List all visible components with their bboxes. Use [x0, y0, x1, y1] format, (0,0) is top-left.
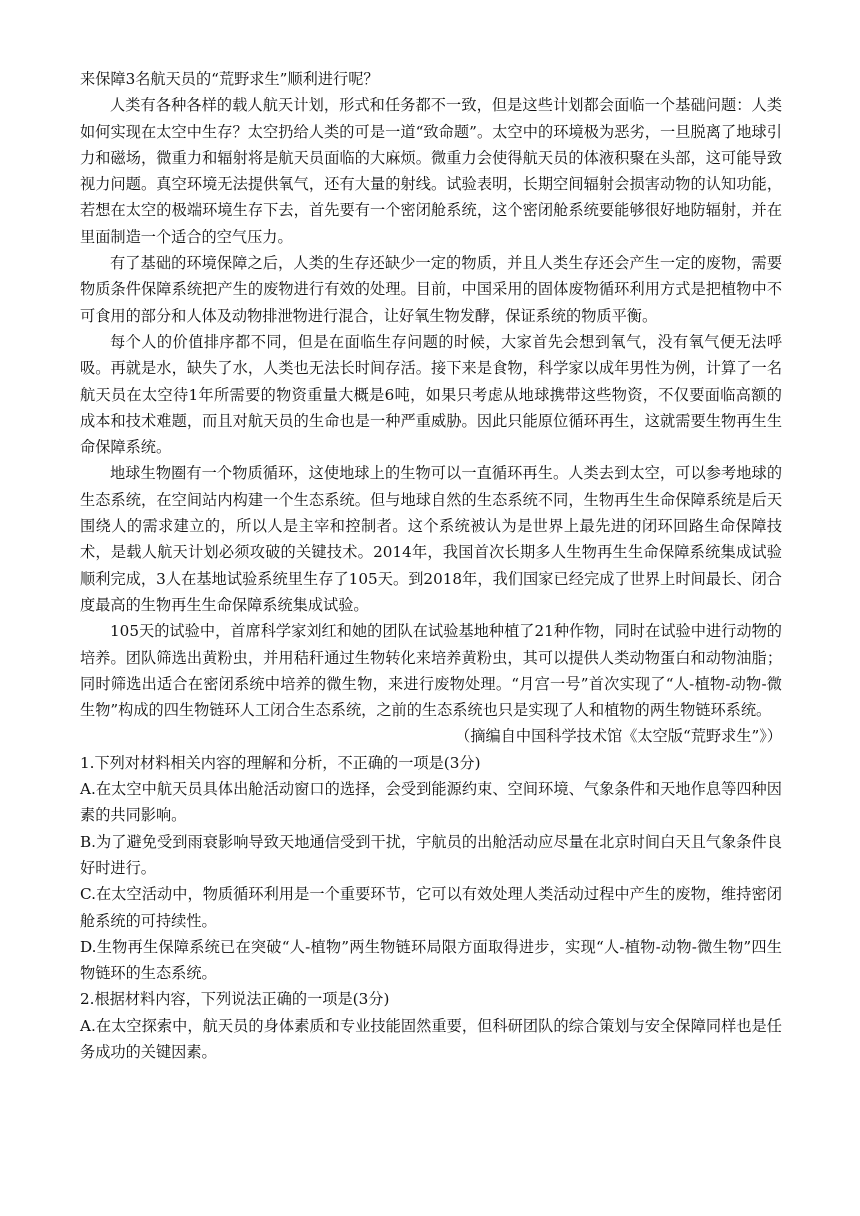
question-2-stem: 2.根据材料内容，下列说法正确的一项是(3分): [80, 990, 390, 1009]
passage-lead: 来保障3名航天员的“荒野求生”顺利进行呢？: [80, 70, 379, 88]
passage-source: （摘编自中国科学技术馆《太空版“荒野求生”》）: [455, 727, 782, 746]
question-1-option-a: A.在太空中航天员具体出舱活动窗口的选择，会受到能源约束、空间环境、气象条件和天地作息等四种因素的共同影响。: [80, 780, 782, 825]
passage-paragraph-3: 每个人的价值排序都不同，但是在面临生存问题的时候，大家首先会想到氧气，没有氧气便无法呼吸。再就是水，缺失了水，人类也无法长时间存活。接下来是食物，科学家以成年男性为例，计算了一名航天员在太空待1年所需要的物资重量大概是6吨，如果只考虑从地球携带这些物资，不仅要面临高额的成本和技术难题，而且对航天员的生命也是一种严重威胁。因此只能原位循环再生，这就需要生物再生生命保障系统。: [80, 332, 782, 457]
question-1-option-c: C.在太空活动中，物质循环利用是一个重要环节，它可以有效处理人类活动过程中产生的废物，维持密闭舱系统的可持续性。: [80, 885, 782, 930]
passage-paragraph-5: 105天的试验中，首席科学家刘红和她的团队在试验基地种植了21种作物，同时在试验中进行动物的培养。团队筛选出黄粉虫，并用秸秆通过生物转化来培养黄粉虫，其可以提供人类动物蛋白和动物油脂；同时筛选出适合在密闭系统中培养的微生物，来进行废物处理。“月宫一号”首次实现了“人-植物-动物-微生物”构成的四生物链环人工闭合生态系统，之前的生态系统也只是实现了人和植物的两生物链环系统。: [80, 622, 782, 720]
question-1-option-b: B.为了避免受到雨衰影响导致天地通信受到干扰，宇航员的出舱活动应尽量在北京时间白天且气象条件良好时进行。: [80, 832, 782, 877]
question-1-option-d: D.生物再生保障系统已在突破“人-植物”两生物链环局限方面取得进步，实现“人-植物-动物-微生物”四生物链环的生态系统。: [80, 937, 782, 983]
passage-paragraph-2: 有了基础的环境保障之后，人类的生存还缺少一定的物质，并且人类生存还会产生一定的废物，需要物质条件保障系统把产生的废物进行有效的处理。目前，中国采用的固体废物循环利用方式是把植物中不可食用的部分和人体及动物排泄物进行混合，让好氧生物发酵，保证系统的物质平衡。: [80, 254, 782, 325]
question-1-stem: 1.下列对材料相关内容的理解和分析，不正确的一项是(3分): [80, 753, 481, 772]
question-2-option-a: A.在太空探索中，航天员的身体素质和专业技能固然重要，但科研团队的综合策划与安全保障同样也是任务成功的关键因素。: [80, 1016, 782, 1061]
passage-paragraph-4: 地球生物圈有一个物质循环，这使地球上的生物可以一直循环再生。人类去到太空，可以参考地球的生态系统，在空间站内构建一个生态系统。但与地球自然的生态系统不同，生物再生生命保障系统是后天围绕人的需求建立的，所以人是主宰和控制者。这个系统被认为是世界上最先进的闭环回路生命保障技术，是载人航天计划必须攻破的关键技术。2014年，我国首次长期多人生物再生生命保障系统集成试验顺利完成，3人在基地试验系统里生存了105天。到2018年，我们国家已经完成了世界上时间最长、闭合度最高的生物再生生命保障系统集成试验。: [80, 464, 782, 614]
document-body: [80, 66, 782, 1065]
passage-paragraph-1: 人类有各种各样的载人航天计划，形式和任务都不一致，但是这些计划都会面临一个基础问题：人类如何实现在太空中生存？太空扔给人类的可是一道“致命题”。太空中的环境极为恶劣，一旦脱离了地球引力和磁场，微重力和辐射将是航天员面临的大麻烦。微重力会使得航天员的体液积聚在头部，这可能导致视力问题。真空环境无法提供氧气，还有大量的射线。试验表明，长期空间辐射会损害动物的认知功能，若想在太空的极端环境生存下去，首先要有一个密闭舱系统，这个密闭舱系统要能够很好地防辐射，并在里面制造一个适合的空气压力。: [80, 96, 782, 246]
